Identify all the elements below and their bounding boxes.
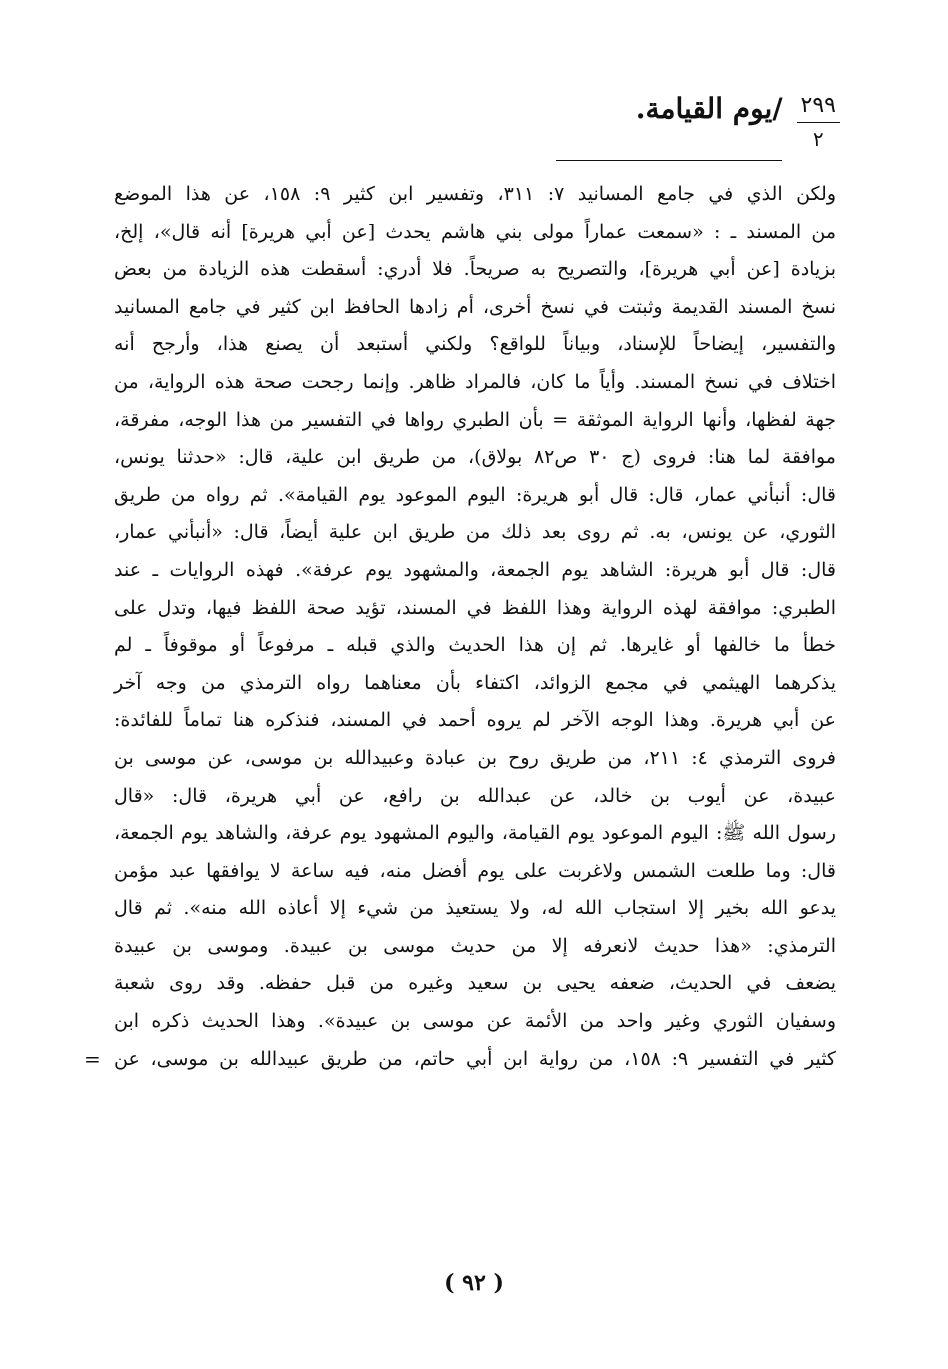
- text-line-last-content: كثير في التفسير ٩: ١٥٨، من رواية ابن أبي حاتم، من طريق عبيدالله بن موسى، عن: [114, 1047, 836, 1070]
- text-line: نسخ المسند القديمة وثبتت في نسخ أخرى، أم زادها الحافظ ابن كثير في جامع المسانيد: [114, 295, 836, 318]
- header-title: /يوم القيامة.: [635, 92, 783, 125]
- page-number: ( ٩٢ ): [444, 1270, 504, 1296]
- continuation-mark: =: [84, 1046, 101, 1071]
- hadith-number-main: ٢٩٩: [797, 92, 840, 123]
- text-line: قال: أنبأني عمار، قال: قال أبو هريرة: اليوم الموعود يوم القيامة». ثم رواه من طريق: [114, 483, 836, 506]
- text-line: قال: وما طلعت الشمس ولاغربت على يوم أفضل منه، فيه ساعة لا يوافقها عبد مؤمن: [114, 859, 836, 882]
- header-rule: [556, 160, 782, 161]
- text-line: من المسند ـ : «سمعت عماراً مولى بني هاشم يحدث [عن أبي هريرة] أنه قال»، إلخ،: [114, 220, 836, 243]
- text-line: عبيدة، عن أيوب بن خالد، عن عبدالله بن رافع، عن أبي هريرة، قال: «قال: [114, 784, 836, 807]
- text-line: بزيادة [عن أبي هريرة]، والتصريح به صريحاً. فلا أدري: أسقطت هذه الزيادة من بعض: [114, 258, 836, 281]
- text-line: قال: قال أبو هريرة: الشاهد يوم الجمعة، والمشهود يوم عرفة». فهذه الروايات ـ عند: [114, 558, 836, 581]
- text-line: يدعو الله بخير إلا استجاب الله له، ولا يستعيذ من شيء إلا أعاذه الله منه». ثم قال: [114, 897, 836, 920]
- text-line: موافقة لما هنا: فروى (ج ٣٠ ص٨٢ بولاق)، من طريق ابن علية، قال: «حدثنا يونس،: [114, 446, 836, 469]
- text-line: خطأ ما خالفها أو غايرها. ثم إن هذا الحديث والذي قبله ـ مرفوعاً أو موقوفاً ـ لم: [114, 634, 836, 657]
- text-line: اختلاف في نسخ المسند. وأياً ما كان، فالمراد ظاهر. وإنما رجحت صحة هذه الرواية، من: [114, 370, 836, 393]
- text-line: الثوري، عن يونس، به. ثم روى بعد ذلك من طريق ابن علية أيضاً، قال: «أنبأني عمار،: [114, 521, 836, 544]
- text-line-last: [84, 1041, 836, 1079]
- text-line: وسفيان الثوري وغير واحد من الأئمة عن موسى بن عبيدة». وهذا الحديث ذكره ابن: [114, 1010, 836, 1033]
- text-line: يذكرهما الهيثمي في مجمع الزوائد، اكتفاء بأن معناهما رواه الترمذي من وجه آخر: [114, 671, 836, 694]
- text-line: ولكن الذي في جامع المسانيد ٧: ٣١١، وتفسير ابن كثير ٩: ١٥٨، عن هذا الموضع: [114, 183, 836, 205]
- text-line: عن أبي هريرة. وهذا الوجه الآخر لم يروه أحمد في المسند، فنذكره هنا تماماً للفائدة:: [114, 709, 836, 732]
- text-line: يضعف في الحديث، ضعفه يحيى بن سعيد وغيره من قبل حفظه. وقد روى شعبة: [114, 972, 836, 995]
- page-header: [636, 92, 840, 153]
- text-line: فروى الترمذي ٤: ٢١١، من طريق روح بن عبادة وعبيدالله بن موسى، عن موسى بن: [114, 746, 836, 769]
- hadith-number: [797, 92, 840, 153]
- footnote-text: [84, 176, 836, 1078]
- text-line: رسول الله ﷺ: اليوم الموعود يوم القيامة، واليوم المشهود يوم عرفة، والشاهد يوم الجمعة،: [114, 822, 836, 845]
- text-line: جهة لفظها، وأنها الرواية الموثقة = بأن الطبري رواها في التفسير من هذا الوجه، مفرقة،: [114, 408, 836, 431]
- text-line: والتفسير، إيضاحاً للإسناد، وبياناً للواقع؟ ولكني أستبعد أن يصنع هذا، وأرجح أنه: [114, 333, 836, 356]
- text-line: الطبري: موافقة لهذه الرواية وهذا اللفظ في المسند، تؤيد صحة اللفظ فيها، وتدل على: [114, 596, 836, 619]
- text-line: الترمذي: «هذا حديث لانعرفه إلا من حديث موسى بن عبيدة. وموسى بن عبيدة: [114, 934, 836, 957]
- hadith-number-sub: ٢: [812, 127, 824, 151]
